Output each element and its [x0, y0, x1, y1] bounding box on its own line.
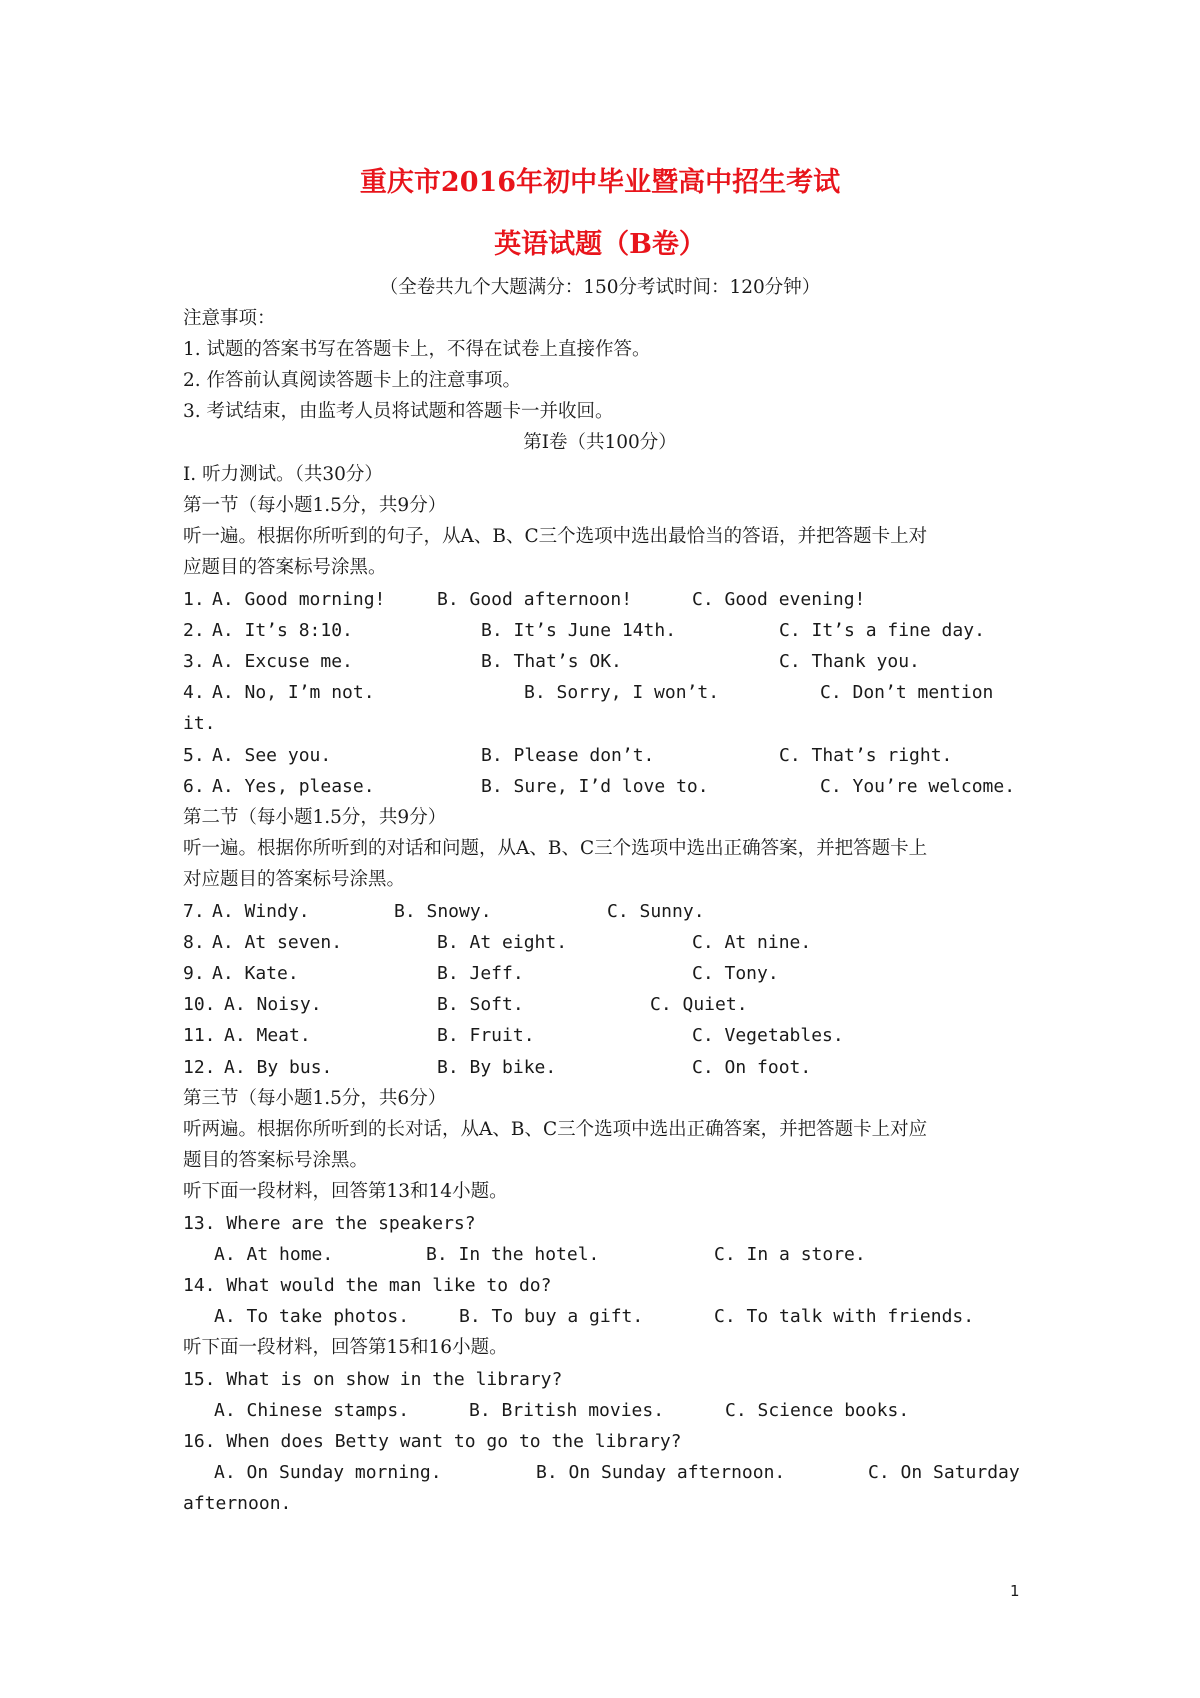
option-c: C. It’s a fine day. — [779, 620, 985, 641]
exam-title: 重庆市2016年初中毕业暨高中招生考试 — [359, 167, 841, 198]
option-c: C. At nine. — [692, 932, 812, 953]
option-b: B. Please don’t. — [481, 745, 655, 766]
option-a: A. Yes, please. — [212, 776, 375, 797]
section-heading: Ⅰ. 听力测试。（共30分） — [183, 464, 383, 485]
question-stem: 14. What would the man like to do? — [183, 1275, 552, 1296]
question-number: 5. — [183, 745, 205, 766]
option-c: C. Sunny. — [607, 901, 705, 922]
option-c: C. Good evening! — [692, 589, 866, 610]
option-c: C. That’s right. — [779, 745, 953, 766]
option-a: A. See you. — [212, 745, 332, 766]
question-number: 1. — [183, 589, 205, 610]
notes-heading: 注意事项： — [183, 308, 276, 329]
question-stem: 16. When does Betty want to go to the library? — [183, 1431, 682, 1452]
option-a: A. Good morning! — [212, 589, 386, 610]
question-number: 11. — [183, 1025, 216, 1046]
option-wrap: it. — [183, 713, 216, 734]
question-stem: 15. What is on show in the library? — [183, 1369, 563, 1390]
instructions: 听一遍。根据你所听到的对话和问题，从A、B、C三个选项中选出正确答案，并把答题卡上 — [183, 838, 928, 859]
question-number: 9. — [183, 963, 205, 984]
instructions: 对应题目的答案标号涂黑。 — [183, 869, 406, 890]
option-b: B. To buy a gift. — [459, 1306, 644, 1327]
option-b: B. At eight. — [437, 932, 568, 953]
option-b: B. By bike. — [437, 1057, 557, 1078]
question-number: 8. — [183, 932, 205, 953]
option-c: C. Science books. — [725, 1400, 910, 1421]
option-b: B. Sure, I’d love to. — [481, 776, 709, 797]
exam-info: （全卷共九个大题满分：150分考试时间：120分钟） — [379, 277, 821, 298]
option-b: B. British movies. — [469, 1400, 665, 1421]
option-b: B. In the hotel. — [426, 1244, 600, 1265]
option-c: C. Vegetables. — [692, 1025, 844, 1046]
option-c: C. Don’t mention — [820, 682, 994, 703]
question-number: 3. — [183, 651, 205, 672]
note-item: 1. 试题的答案书写在答题卡上，不得在试卷上直接作答。 — [183, 339, 651, 360]
option-c: C. On Saturday — [868, 1462, 1020, 1483]
option-c: C. You’re welcome. — [820, 776, 1016, 797]
option-c: C. Quiet. — [650, 994, 748, 1015]
question-number: 4. — [183, 682, 205, 703]
option-c: C. On foot. — [692, 1057, 812, 1078]
option-b: B. On Sunday afternoon. — [536, 1462, 786, 1483]
subsection-heading: 第一节（每小题1.5分，共9分） — [183, 495, 447, 516]
option-c: C. In a store. — [714, 1244, 866, 1265]
option-a: A. On Sunday morning. — [214, 1462, 442, 1483]
option-b: B. Snowy. — [394, 901, 492, 922]
question-stem: 13. Where are the speakers? — [183, 1213, 476, 1234]
option-b: B. It’s June 14th. — [481, 620, 677, 641]
option-wrap: afternoon. — [183, 1493, 292, 1514]
option-a: A. To take photos. — [214, 1306, 410, 1327]
instructions: 应题目的答案标号涂黑。 — [183, 557, 387, 578]
question-number: 2. — [183, 620, 205, 641]
option-a: A. At home. — [214, 1244, 334, 1265]
option-b: B. That’s OK. — [481, 651, 622, 672]
option-b: B. Fruit. — [437, 1025, 535, 1046]
option-b: B. Good afternoon! — [437, 589, 633, 610]
option-a: A. No, I’m not. — [212, 682, 375, 703]
option-a: A. Noisy. — [224, 994, 322, 1015]
option-a: A. At seven. — [212, 932, 343, 953]
option-a: A. Windy. — [212, 901, 310, 922]
question-number: 7. — [183, 901, 205, 922]
page-number: 1 — [1010, 1582, 1020, 1600]
option-c: C. To talk with friends. — [714, 1306, 975, 1327]
note-item: 3. 考试结束，由监考人员将试题和答题卡一并收回。 — [183, 401, 614, 422]
exam-subtitle: 英语试题（B卷） — [494, 229, 706, 260]
question-number: 12. — [183, 1057, 216, 1078]
option-c: C. Thank you. — [779, 651, 920, 672]
option-b: B. Sorry, I won’t. — [524, 682, 720, 703]
question-number: 10. — [183, 994, 216, 1015]
subsection-heading: 第三节（每小题1.5分，共6分） — [183, 1088, 447, 1109]
option-a: A. It’s 8:10. — [212, 620, 353, 641]
option-a: A. Meat. — [224, 1025, 311, 1046]
option-b: B. Jeff. — [437, 963, 524, 984]
subsection-heading: 第二节（每小题1.5分，共9分） — [183, 807, 447, 828]
option-c: C. Tony. — [692, 963, 779, 984]
question-number: 6. — [183, 776, 205, 797]
note-item: 2. 作答前认真阅读答题卡上的注意事项。 — [183, 370, 522, 391]
instructions: 听两遍。根据你所听到的长对话，从A、B、C三个选项中选出正确答案，并把答题卡上对应 — [183, 1119, 928, 1140]
option-a: A. By bus. — [224, 1057, 333, 1078]
passage-note: 听下面一段材料，回答第15和16小题。 — [183, 1337, 508, 1358]
instructions: 题目的答案标号涂黑。 — [183, 1150, 369, 1171]
passage-note: 听下面一段材料，回答第13和14小题。 — [183, 1181, 508, 1202]
option-a: A. Kate. — [212, 963, 299, 984]
option-b: B. Soft. — [437, 994, 524, 1015]
part-heading: 第Ⅰ卷（共100分） — [523, 432, 677, 453]
instructions: 听一遍。根据你所听到的句子，从A、B、C三个选项中选出最恰当的答语，并把答题卡上对 — [183, 526, 928, 547]
option-a: A. Excuse me. — [212, 651, 353, 672]
option-a: A. Chinese stamps. — [214, 1400, 410, 1421]
